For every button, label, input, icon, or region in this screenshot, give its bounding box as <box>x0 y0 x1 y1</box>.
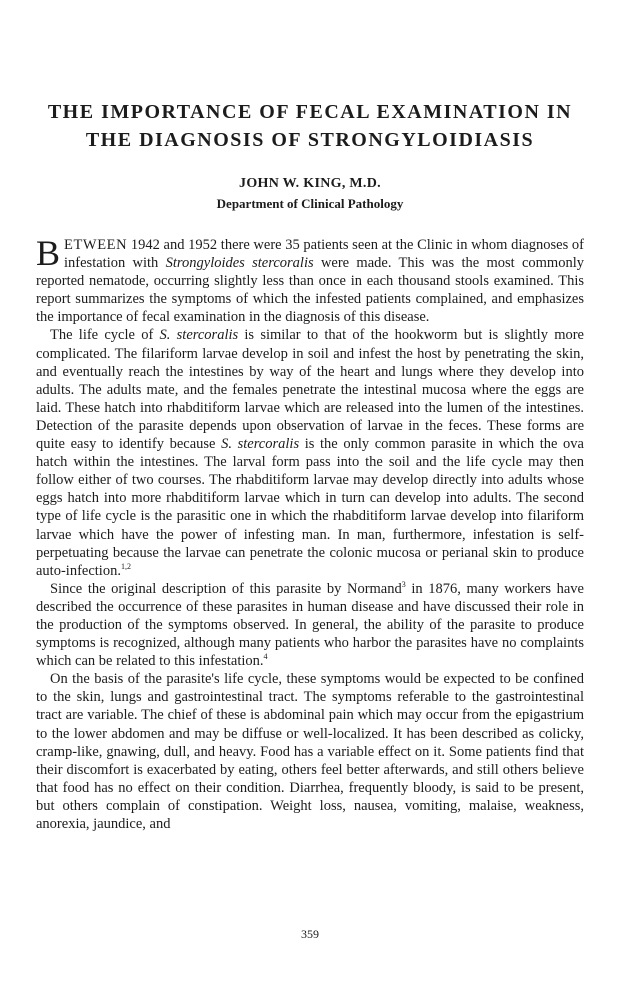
citation-superscript: 1,2 <box>120 561 131 571</box>
paragraph-3-text-a: Since the original description of this parasite by Normand <box>50 580 402 597</box>
paragraph-2-text-b: is similar to that of the hookworm but is slightly more complicated. The filariform larvae develop in soil and infest the host by penetrating the skin, and eventually reach the intestines by way of the heart and lungs where they develop into adults. The adults mate, and the females penetrate the intestinal mucosa where the eggs are laid. These hatch into rhabditiform larvae which are released into the lumen of the intestines. Detection of the parasite depends upon observation of larvae in the feces. These forms are quite easy to identify because <box>36 327 584 453</box>
page-number: 359 <box>301 927 319 941</box>
paragraph-4 <box>36 670 584 833</box>
paragraph-2-text-a: The life cycle of <box>50 327 160 344</box>
paragraph-3 <box>36 580 584 670</box>
paragraph-1-text-a: 1942 and 1952 there were 35 patients seen at the Clinic in whom diagnoses of infestation with <box>64 237 584 272</box>
citation-superscript: 4 <box>263 652 268 662</box>
paragraph-3-text-b: in 1876, many workers have described the occurrence of these parasites in human disease and have discussed their role in the production of the symptoms observed. In general, the ability of the parasite to produce symptoms is recognized, although many patients who harbor the parasites have no complaints which can be related to this infestation. <box>36 580 584 670</box>
paragraph-4-text: On the basis of the parasite's life cycle, these symptoms would be expected to be confined to the skin, lungs and gastrointestinal tract. The symptoms referable to the gastrointestinal tract are variable. The chief of these is abdominal pain which may occur from the epigastrium to the lower abdomen and may be diffuse or well-localized. It has been described as colicky, cramp-like, gnawing, dull, and heavy. Food has a variable effect on it. Some patients find that their discomfort is exacerbated by eating, others feel better afterwards, and still others believe that food has no effect on their condition. Diarrhea, frequently bloody, is said to be present, but others complain of constipation. Weight loss, nausea, vomiting, malaise, weakness, anorexia, jaundice, and <box>36 671 584 832</box>
citation-superscript: 3 <box>401 579 406 589</box>
author-department: Department of Clinical Pathology <box>216 196 404 211</box>
species-name: Strongyloides stercoralis <box>165 255 314 272</box>
drop-cap: B <box>36 233 61 273</box>
species-name: S. stercoralis <box>159 327 239 344</box>
paragraph-1 <box>36 233 584 326</box>
author-name: JOHN W. KING, M.D. <box>239 176 381 191</box>
paragraph-2 <box>36 326 584 579</box>
species-name: S. stercoralis <box>221 436 300 453</box>
paragraph-1-text-b: were made. This was the most commonly reported nematode, occurring slightly less than once in each thousand stools examined. This report summarizes the symptoms of which the infested patients complained, and emphasizes the importance of fecal examination in the diagnosis of this disease. <box>36 255 584 326</box>
lead-word: ETWEEN <box>64 237 128 253</box>
paragraph-2-text-c: is the only common parasite in which the ova hatch within the intestines. The larval form pass into the soil and the life cycle may then follow either of two courses. The rhabditiform larvae may develop directly into adults whose eggs hatch into more rhabditiform larvae which in turn can develop into adults. The second type of life cycle is the parasitic one in which the rhabditiform larvae develop into filariform larvae which have the power of infesting man. In man, furthermore, infestation is self-perpetuating because the larvae can penetrate the colonic mucosa or perianal skin to produce auto-infection. <box>36 436 584 579</box>
article-title-line-2: THE DIAGNOSIS OF STRONGYLOIDIASIS <box>85 129 535 151</box>
article-title-line-1: THE IMPORTANCE OF FECAL EXAMINATION IN <box>47 101 573 123</box>
article-body <box>36 233 584 833</box>
